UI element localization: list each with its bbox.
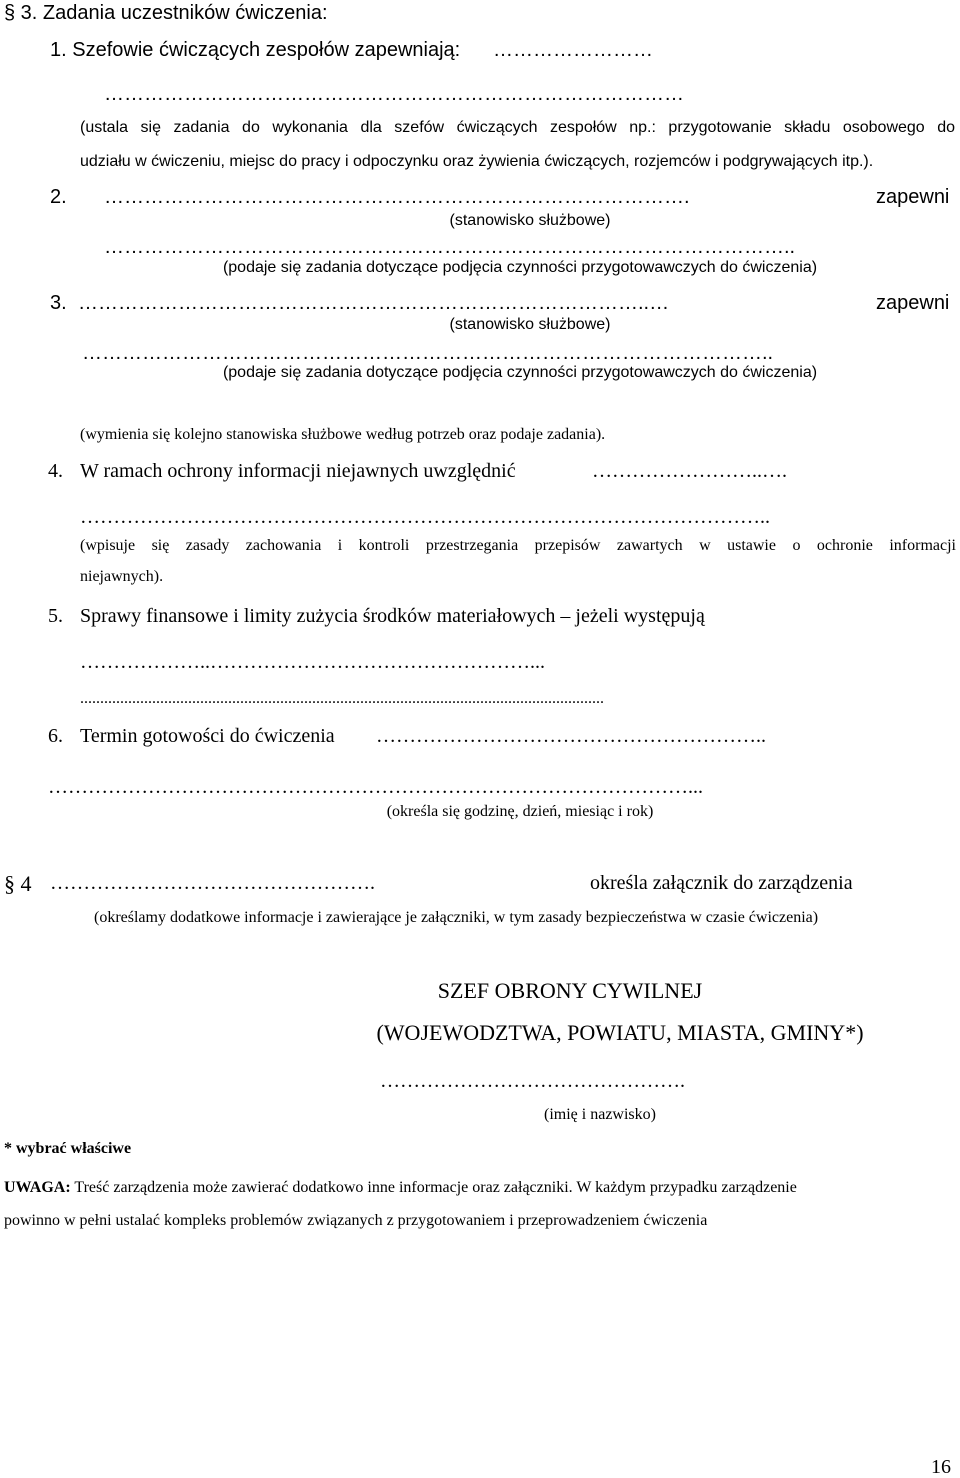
item-1-note-line-2: udziału w ćwiczeniu, miejsc do pracy i odpoczynku oraz żywienia ćwiczących, rozjemców i podgrywających itp.). bbox=[80, 153, 874, 170]
item-6-text: Termin gotowości do ćwiczenia bbox=[80, 725, 335, 747]
item-2-number: 2. bbox=[50, 186, 67, 208]
warning-line-2: powinno w pełni ustalać kompleks problemów związanych z przygotowaniem i przeprowadzeniem ćwiczenia bbox=[4, 1212, 708, 1229]
page-number: 16 bbox=[931, 1456, 951, 1478]
item-5-dots-line: ................................................................................................................................... bbox=[80, 691, 604, 707]
item-2-dots: ……………………………………………………………………………. bbox=[104, 187, 690, 207]
item-2-stanowisko: (stanowisko służbowe) bbox=[449, 212, 611, 229]
item-1-note-line-1: (ustala się zadania do wykonania dla szefów ćwiczących zespołów np.: przygotowanie składu osobowego do bbox=[80, 119, 955, 136]
item-4-note-line-2: niejawnych). bbox=[80, 568, 164, 585]
signature-title-2: (WOJEWODZTWA, POWIATU, MIASTA, GMINY*) bbox=[376, 1020, 864, 1045]
item-2-note: (podaje się zadania dotyczące podjęcia czynności przygotowawczych do ćwiczenia) bbox=[222, 259, 818, 276]
positions-note: (wymienia się kolejno stanowiska służbowe według potrzeb oraz podaje zadania). bbox=[80, 426, 606, 443]
item-1-text: 1. Szefowie ćwiczących zespołów zapewniają: bbox=[50, 39, 461, 61]
item-3-note: (podaje się zadania dotyczące podjęcia czynności przygotowawczych do ćwiczenia) bbox=[222, 364, 818, 381]
item-3-dots: …………………………………………………………………………..… bbox=[78, 293, 670, 313]
item-4-dots: ……………………..…. bbox=[592, 461, 787, 481]
item-3-dots-line: ………………………………………………………………………………………….. bbox=[82, 343, 774, 363]
section-4-dots: …………………………………………. bbox=[50, 873, 375, 893]
section-3-heading: § 3. Zadania uczestników ćwiczenia: bbox=[4, 2, 328, 24]
item-5-text: Sprawy finansowe i limity zużycia środków materiałowych – jeżeli występują bbox=[80, 605, 705, 627]
item-4-text: W ramach ochrony informacji niejawnych uwzględnić bbox=[80, 460, 516, 482]
signature-name-label: (imię i nazwisko) bbox=[544, 1106, 656, 1123]
item-5-dots: ………………..…………………………………………... bbox=[80, 652, 545, 672]
warning-label: UWAGA: bbox=[4, 1179, 71, 1196]
choose-note: * wybrać właściwe bbox=[4, 1140, 132, 1157]
item-6-note: (określa się godzinę, dzień, miesiąc i rok) bbox=[386, 803, 654, 820]
item-1-dots: …………………… bbox=[493, 40, 653, 60]
item-5-number: 5. bbox=[48, 605, 63, 627]
signature-dots: ………………………………………. bbox=[380, 1071, 685, 1091]
item-3-number: 3. bbox=[50, 292, 67, 314]
section-4-note: (określamy dodatkowe informacje i zawierające je załączniki, w tym zasady bezpieczeństwa w czasie ćwiczenia) bbox=[94, 909, 819, 926]
item-6-dots-line: ……………………………………………………………………………………... bbox=[48, 777, 703, 797]
item-3-text: zapewni bbox=[876, 292, 950, 314]
item-4-note-line-1: (wpisuje się zasady zachowania i kontroli przestrzegania przepisów zawartych w ustawie o ochronie informacji bbox=[80, 537, 956, 554]
signature-title-1: SZEF OBRONY CYWILNEJ bbox=[437, 978, 703, 1003]
section-4-heading: § 4 bbox=[4, 871, 32, 896]
item-6-number: 6. bbox=[48, 725, 63, 747]
item-2-text: zapewni bbox=[876, 186, 950, 208]
warning-text-1: Treść zarządzenia może zawierać dodatkowo inne informacje oraz załączniki. W każdym przypadku zarządzenie bbox=[74, 1179, 797, 1196]
item-2-dots-line: ………………………………………………………………………………………….. bbox=[104, 237, 796, 257]
warning-line-1 bbox=[4, 1180, 954, 1196]
item-1-dots-line: …………………………………………………………………………… bbox=[104, 84, 684, 104]
item-3-stanowisko: (stanowisko służbowe) bbox=[449, 316, 611, 333]
item-4-number: 4. bbox=[48, 460, 63, 482]
section-4-text: określa załącznik do zarządzenia bbox=[590, 872, 853, 894]
item-6-dots: ………………………………………………….. bbox=[376, 726, 766, 746]
item-4-dots-line: ………………………………………………………………………………………….. bbox=[80, 507, 770, 527]
